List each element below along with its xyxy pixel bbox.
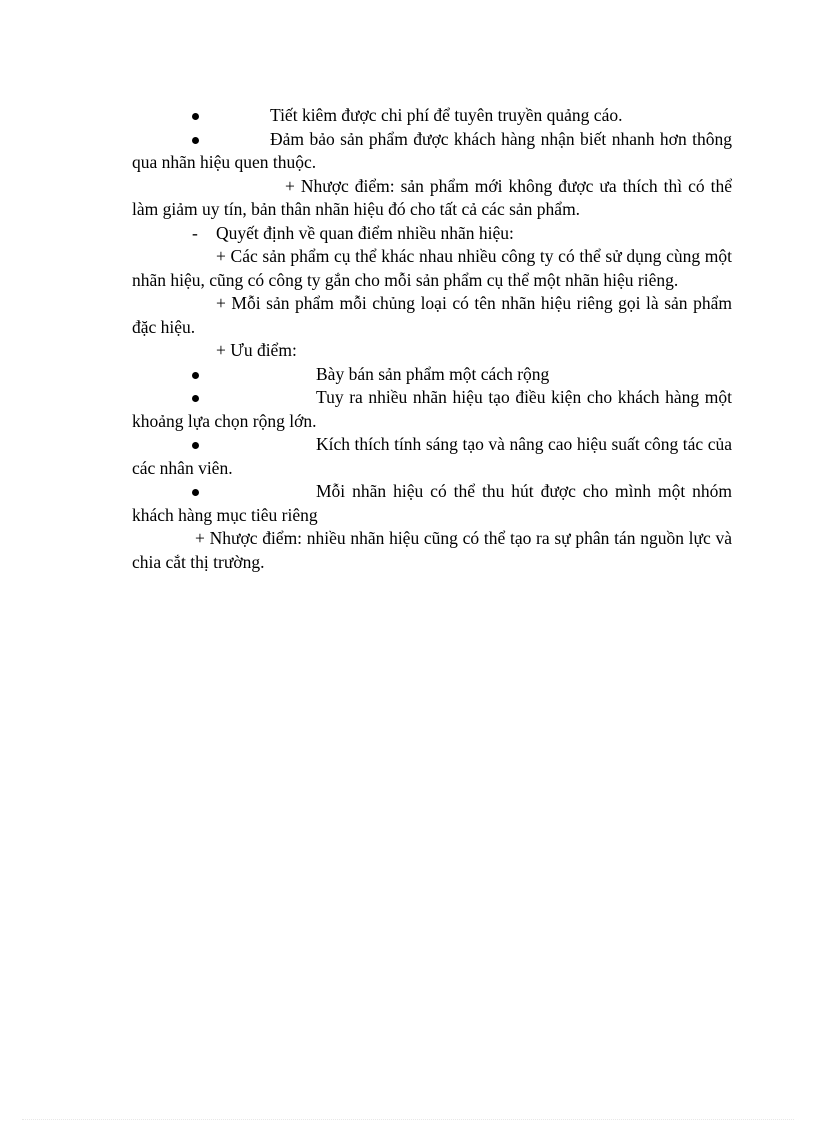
paragraph-text: + Nhược điểm: sản phẩm mới không được ưa thích thì có thể làm giảm uy tín, bản thân nhãn hiệu đó cho tất cả các sản phẩm. <box>132 175 732 219</box>
paragraph-text: Bày bán sản phẩm một cách rộng <box>316 363 550 384</box>
paragraph-text: + Nhược điểm: nhiều nhãn hiệu cũng có thể tạo ra sự phân tán nguồn lực và chia cắt thị trường. <box>132 528 732 572</box>
bullet-item <box>132 128 732 175</box>
bullet-icon <box>192 372 199 379</box>
paragraph-text: + Mỗi sản phẩm mỗi chủng loại có tên nhãn hiệu riêng gọi là sản phẩm đặc hiệu. <box>132 293 732 337</box>
bullet-icon <box>192 395 199 402</box>
bullet-item <box>132 363 732 387</box>
paragraph-text: Đảm bảo sản phẩm được khách hàng nhận biết nhanh hơn thông qua nhãn hiệu quen thuộc. <box>132 128 732 172</box>
bullet-icon <box>192 489 199 496</box>
document-body <box>132 104 732 574</box>
page-bottom-border <box>22 1119 794 1120</box>
bullet-item <box>132 433 732 480</box>
paragraph-text: Tuy ra nhiều nhãn hiệu tạo điều kiện cho khách hàng một khoảng lựa chọn rộng lớn. <box>132 387 732 431</box>
paragraph-text: Mỗi nhãn hiệu có thể thu hút được cho mình một nhóm khách hàng mục tiêu riêng <box>132 481 732 525</box>
paragraph-text: Kích thích tính sáng tạo và nâng cao hiệu suất công tác của các nhân viên. <box>132 434 732 478</box>
bullet-item <box>132 104 732 128</box>
bullet-item <box>132 386 732 433</box>
dash-marker: - <box>192 222 198 243</box>
bullet-item <box>132 480 732 527</box>
paragraph-text: Quyết định về quan điểm nhiều nhãn hiệu: <box>216 222 514 243</box>
paragraph-text: + Các sản phẩm cụ thể khác nhau nhiều công ty có thể sử dụng cùng một nhãn hiệu, cũng có công ty gắn cho mỗi sản phẩm cụ thể một nhãn hiệu riêng. <box>132 246 732 290</box>
paragraph-text: + Ưu điểm: <box>216 340 297 360</box>
bullet-icon <box>192 442 199 449</box>
paragraph-text: Tiết kiêm được chi phí để tuyên truyền quảng cáo. <box>270 105 623 125</box>
bullet-icon <box>192 137 199 144</box>
dash-item <box>132 222 732 246</box>
bullet-icon <box>192 113 199 120</box>
